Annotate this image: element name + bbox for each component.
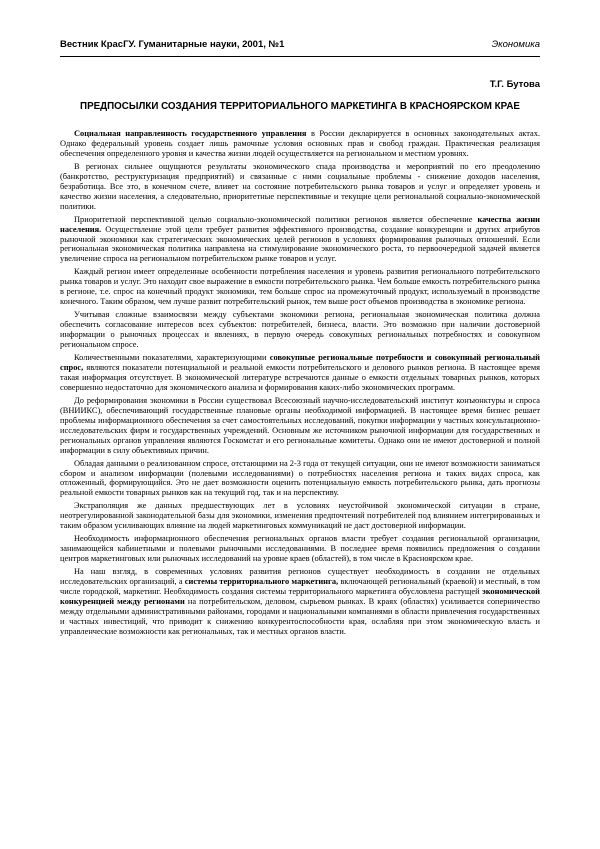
- paragraph: Приоритетной перспективной целью социально-экономической политики регионов является обеспечение качества жизни населения. Осуществление этой цели требует развития эффективного производства, создание конкуренции и других атрибутов рыночной экономики как стратегических экономических целей регионов в условиях формирования рыночных отношений. Если региональная экономическая политика направлена на стимулирование экономического роста, то первоочередной задачей является увеличение спроса на региональном потребительском рынке товаров и услуг.: [60, 214, 540, 264]
- header-divider: [60, 56, 540, 57]
- author-name: Т.Г. Бутова: [489, 79, 540, 90]
- paragraph: Социальная направленность государственного управления в России декларируется в основных законодательных актах. Однако федеральный уровень создает лишь рамочные условия основных прав и свобод граждан. Практическая реализация обеспечения определенного уровня и качества жизни людей осуществляется на региональном и местном уровнях.: [60, 129, 541, 158]
- paragraph: Экстраполяция же данных предшествующих лет в условиях неустойчивой экономической ситуации в стране, неотрегулированной законодательной базы для экономики, изменения предпочтений потребителей под влиянием интегрированных и таким образом усиливающих влияние на людей маркетинговых коммуникаций не даст достоверной информации.: [60, 501, 540, 531]
- paragraph: На наш взгляд, в современных условиях развития регионов существует необходимость в создании не отдельных исследовательских организаций, а системы территориального маркетинга, включающей региональный (краевой) и местный, в том числе городской, маркетинг. Необходимость создания системы территориального маркетинга обусловлена растущей экономической конкуренцией между регионами на потребительском, деловом, сырьевом рынках. В краях (областях) усиливается соперничество между отдельными административными районами, городами и национальными компаниями в области привлечения государственных и частных инвестиций, что приводит к снижению конкурентоспособности края, ослабляя при этом экономическую власть и управленческие возможности как региональных, так и местных органов власти.: [60, 567, 540, 636]
- paragraph: Необходимость информационного обеспечения региональных органов власти требует создания региональной организации, занимающейся кабинетными и полевыми рыночными исследованиями. В последнее время появились предложения о создании центров маркетинговых или рыночных исследований на уровне краев (областей), в том числе в Красноярском крае.: [60, 534, 540, 564]
- journal-title: Вестник КрасГУ. Гуманитарные науки, 2001, №1: [60, 39, 285, 50]
- running-header: [60, 39, 540, 53]
- paragraph: До реформирования экономики в России существовал Всесоюзный научно-исследовательский институт конъюнктуры и спроса (ВНИИКС), обеспечивающий государственные плановые органы необходимой информацией. В настоящее время бизнес решает проблемы информационного обеспечения за счет самостоятельных исследований, покупки информации у частных консультационно-исследовательских фирм и государственных учреждений. Основным же источником рыночной информации для государственных и региональных органов управления являются Госкомстат и его региональные комитеты. Однако они не имеют достоверной и полной информации в силу объективных причин.: [60, 395, 540, 455]
- emphasis: совокупные региональные потребности и совокупный региональный спрос,: [60, 353, 540, 372]
- paragraph: Количественными показателями, характеризующими совокупные региональные потребности и совокупный региональный спрос, являются показатели потенциальной и реальной емкости потребительского и делового рынков региона. В настоящее время такая информация отсутствует. В экономической литературе встречаются данные о емкости отдельных товарных рынков, которых совершенно недостаточно для экономического анализа и формирования каких-либо экономических программ.: [60, 353, 540, 392]
- article-title: ПРЕДПОСЫЛКИ СОЗДАНИЯ ТЕРРИТОРИАЛЬНОГО МАРКЕТИНГА В КРАСНОЯРСКОМ КРАЕ: [80, 101, 520, 112]
- paragraph: В регионах сильнее ощущаются результаты экономического спада производства и мероприятий по его преодолению (банкротство, реструктуризация предприятий) и связанные с ними социальные проблемы - снижение доходов населения, безработица. Все это, в конечном счете, влияет на состояние потребительского рынка товаров и услуг и определяет уровень и качество жизни населения, а следовательно, приоритетные перспективные и текущие цели региональной социально-экономической политики.: [60, 161, 540, 211]
- article-body: [60, 129, 540, 640]
- paragraph: Обладая данными о реализованном спросе, отстающими на 2-3 года от текущей ситуации, они не имеют возможности заниматься сбором и анализом информации (полевыми исследованиями) о потребностях населения региона и таких видах спроса, как отложенный, формирующийся. Это не дает возможности оценить потенциальную емкость потребительского рынка, дать прогнозы реальной емкости товарных рынков как на текущий год, так и на перспективу.: [60, 458, 540, 498]
- emphasis: качества жизни населения.: [60, 214, 540, 234]
- section-name: Экономика: [491, 39, 540, 50]
- emphasis: экономической конкуренцией между регионами: [60, 586, 540, 606]
- lead-phrase: Социальная направленность государственного управления: [74, 129, 307, 138]
- paragraph: Каждый регион имеет определенные особенности потребления населения и уровень развития регионального потребительского рынка товаров и услуг. Это находит свое выражение в емкости потребительского рынка. Чем больше емкость потребительского рынка в регионе, т.е. спрос на конечный продукт экономики, тем больше спрос на промежуточный продукт, используемый в производстве конечного. Таким образом, чем лучше развит потребительский рынок, тем выше рост объемов производства в экономике региона.: [60, 267, 540, 307]
- emphasis: системы территориального маркетинга,: [184, 577, 339, 587]
- paragraph: Учитывая сложные взаимосвязи между субъектами экономики региона, региональная экономическая политика должна обеспечить согласование интересов всех субъектов: потребителей, бизнеса, власти. Это возможно при наличии достоверной информации о рыночных процессах и явлениях, в первую очередь совокупных региональных потребностях и совокупном региональном спросе.: [60, 310, 540, 350]
